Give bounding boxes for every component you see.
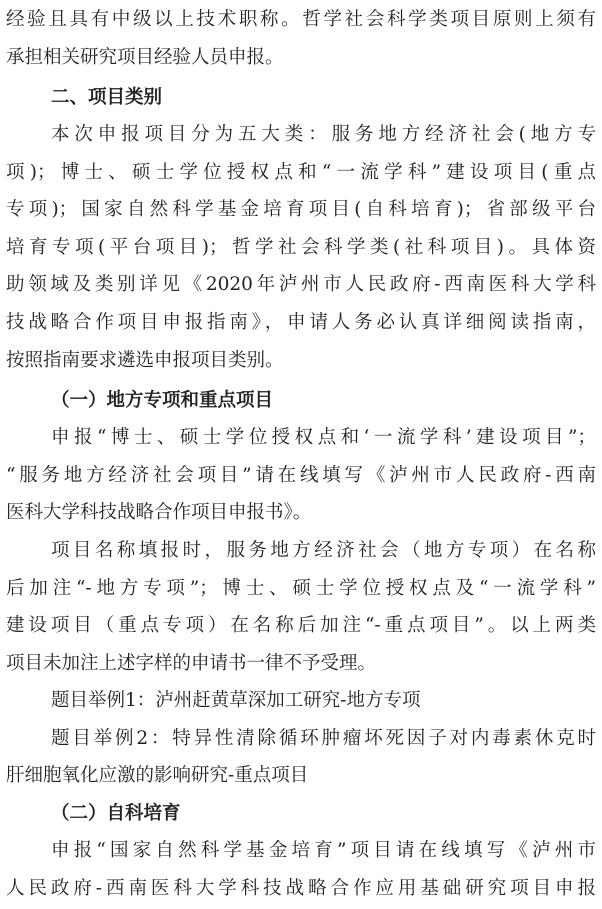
paragraph-line: 医科大学科技战略合作项目申报书》。 bbox=[6, 502, 312, 523]
paragraph-line: 申报“博士、硕士学位授权点和‘一流学科’建设项目”； bbox=[51, 427, 596, 448]
paragraph-line: 按照指南要求遴选申报项目类别。 bbox=[6, 350, 284, 371]
subsection-heading: （一）地方专项和重点项目 bbox=[51, 390, 274, 411]
paragraph-line: 技战略合作项目申报指南》，申请人务必认真详细阅读指南， bbox=[6, 312, 596, 333]
paragraph-line: 承担相关研究项目经验人员申报。 bbox=[6, 47, 284, 68]
paragraph-line: 项)；博士、硕士学位授权点和“一流学科”建设项目(重点 bbox=[6, 162, 596, 183]
example-title-line: 题目举例1：泸州赶黄草深加工研究-地方专项 bbox=[51, 690, 421, 711]
paragraph-line: 项目未加注上述字样的申请书一律不予受理。 bbox=[6, 653, 377, 674]
section-heading: 二、项目类别 bbox=[51, 87, 163, 108]
example-title-line: 题目举例2：特异性清除循环肿瘤坏死因子对内毒素休克时 bbox=[51, 728, 596, 749]
subsection-heading: （二）自科培育 bbox=[51, 803, 181, 824]
paragraph-line: 后加注“-地方专项”；博士、硕士学位授权点及“一流学科” bbox=[6, 578, 596, 599]
paragraph-line: 项目名称填报时，服务地方经济社会（地方专项）在名称 bbox=[51, 540, 596, 561]
paragraph-line: 专项)；国家自然科学基金培育项目(自科培育)；省部级平台 bbox=[6, 199, 596, 220]
paragraph-line: 本次申报项目分为五大类：服务地方经济社会(地方专 bbox=[51, 124, 596, 145]
paragraph-line: 肝细胞氧化应激的影响研究-重点项目 bbox=[6, 765, 309, 786]
paragraph-line: “服务地方经济社会项目”请在线填写《泸州市人民政府-西南 bbox=[6, 465, 596, 486]
paragraph-line: 建设项目（重点专项）在名称后加注“-重点项目”。以上两类 bbox=[6, 615, 596, 636]
paragraph-line: 培育专项(平台项目)；哲学社会科学类(社科项目)。具体资 bbox=[6, 237, 596, 258]
paragraph-line: 人民政府-西南医科大学科技战略合作应用基础研究项目申报 bbox=[6, 878, 596, 899]
paragraph-line: 申报“国家自然科学基金培育”项目请在线填写《泸州市 bbox=[51, 840, 596, 861]
paragraph-line: 助领域及类别详见《2020年泸州市人民政府-西南医科大学科 bbox=[6, 274, 596, 295]
paragraph-line: 经验且具有中级以上技术职称。哲学社会科学类项目原则上须有 bbox=[6, 9, 596, 30]
